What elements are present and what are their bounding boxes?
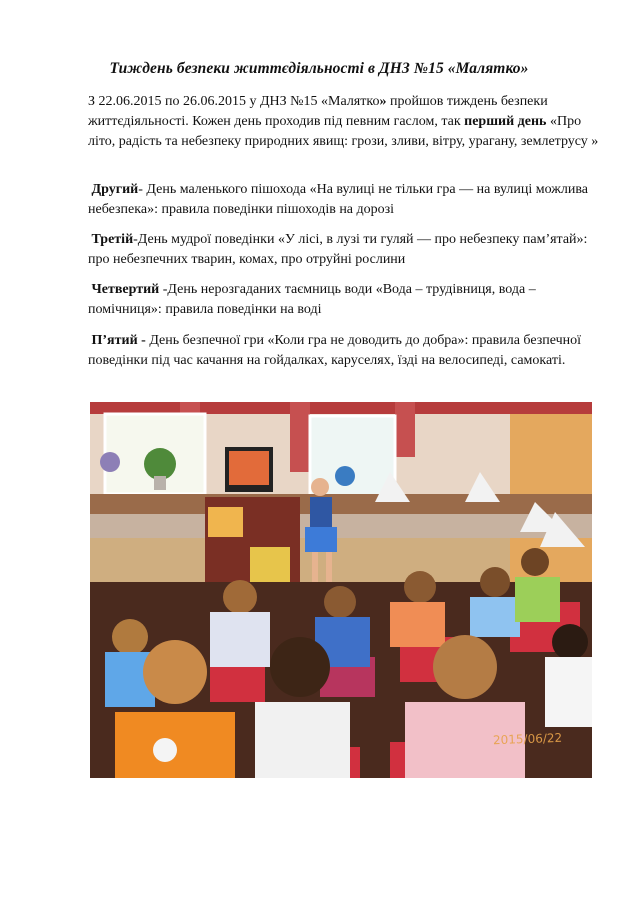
day-text: День безпечної гри «Коли гра не доводить до добра»: правила безпечної поведінки під час качання на гойдалках, каруселях, їзді на велосипеді, самокаті. bbox=[88, 333, 582, 368]
day-text: - День маленького пішохода «На вулиці не тільки гра — на вулиці можлива небезпека»: правила поведінки пішоходів на дорозі bbox=[88, 182, 589, 217]
photo-illustration bbox=[90, 402, 592, 778]
intro-text-3: «Про літо, радість та небезпеку природних явищ: грози, зливи, вітру, урагану, землетрусу » bbox=[88, 114, 599, 149]
day-label: Четвертий bbox=[91, 282, 160, 297]
day-paragraph-3 bbox=[88, 230, 600, 270]
document-title: Тиждень безпеки життєдіяльності в ДНЗ №15 «Малятко» bbox=[109, 60, 529, 77]
intro-bold-quote: » bbox=[379, 94, 387, 109]
intro-text-2: пройшов тиждень безпеки життєдіяльності. Кожен день проходив під певним гаслом, так bbox=[88, 94, 548, 129]
day-paragraph-2 bbox=[88, 180, 600, 220]
intro-text-1: З 22.06.2015 по 26.06.2015 у ДНЗ №15 «Малятко bbox=[88, 94, 380, 109]
day-label: П’ятий - bbox=[91, 333, 146, 348]
day-text: -День мудрої поведінки «У лісі, в лузі ти гуляй — про небезпеку пам’ятай»: про небезпечних тварин, комах, про отруйні рослини bbox=[88, 232, 588, 267]
classroom-photo bbox=[90, 402, 592, 778]
day-label: Другий bbox=[91, 182, 139, 197]
intro-paragraph bbox=[88, 92, 600, 152]
photo-date-stamp: 2015/06/22 bbox=[492, 730, 563, 748]
day-label: Третій bbox=[91, 232, 134, 247]
day-paragraph-5 bbox=[88, 331, 600, 371]
day-paragraph-4 bbox=[88, 280, 600, 320]
intro-bold-phrase: перший день bbox=[464, 114, 547, 129]
day-text: -День нерозгаданих таємниць води «Вода – трудівниця, вода – помічниця»: правила поведінки на воді bbox=[88, 282, 536, 317]
